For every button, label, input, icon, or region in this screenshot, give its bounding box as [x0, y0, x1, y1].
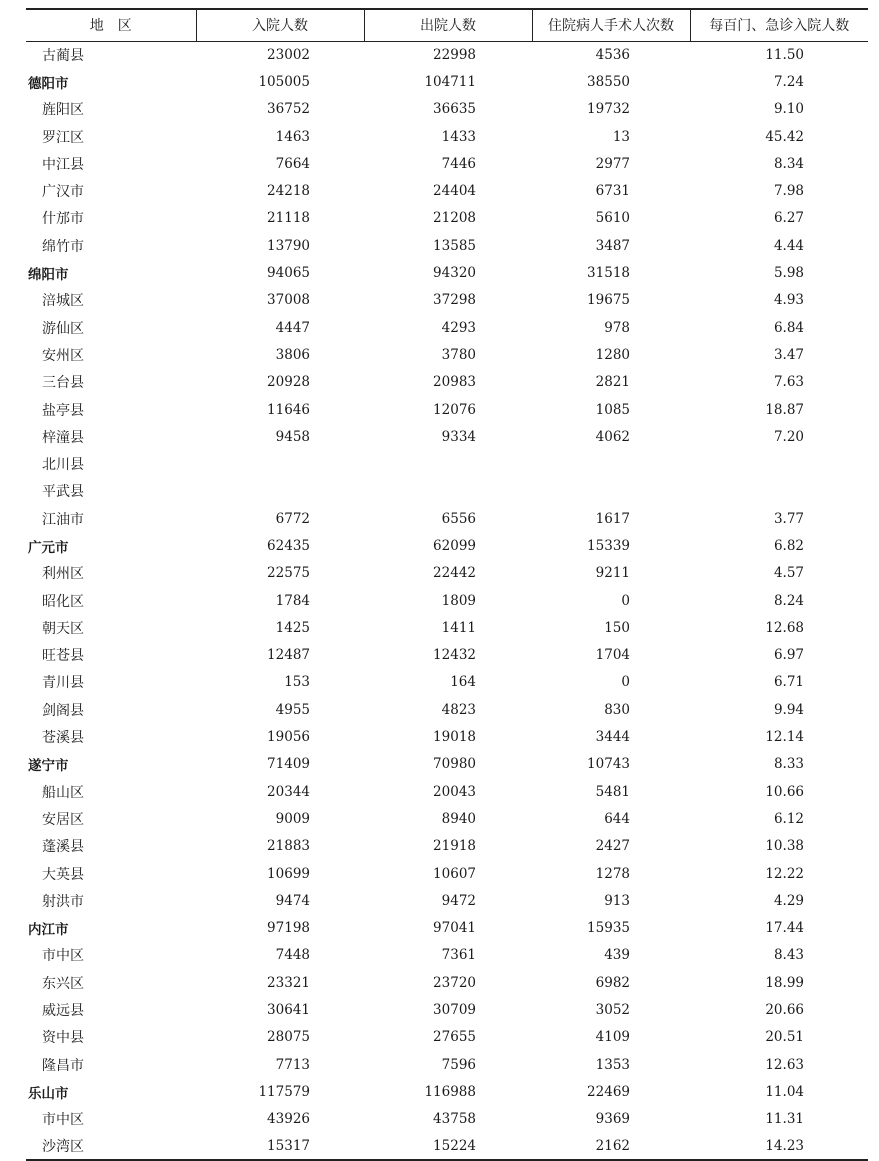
county-row — [26, 1024, 868, 1051]
surgeries-cell: 1278 — [595, 865, 630, 882]
county-row — [26, 996, 868, 1023]
admissions-cell: 12487 — [267, 647, 310, 664]
admissions-cell: 117579 — [258, 1083, 310, 1100]
discharges-cell: 19018 — [433, 729, 476, 746]
county-row — [26, 150, 868, 177]
admission-rate-cell: 5.98 — [773, 265, 804, 282]
admission-rate-cell: 9.94 — [773, 701, 804, 718]
admission-rate-cell: 11.50 — [765, 46, 804, 63]
admissions-cell: 7713 — [275, 1056, 310, 1073]
surgeries-cell: 2821 — [595, 374, 630, 391]
city-row — [26, 259, 868, 286]
surgeries-cell: 0 — [621, 674, 630, 691]
discharges-cell: 1809 — [441, 592, 476, 609]
discharges-cell: 13585 — [433, 237, 476, 254]
county-row — [26, 860, 868, 887]
surgeries-cell: 19675 — [587, 292, 630, 309]
surgeries-cell: 1704 — [595, 647, 630, 664]
county-row — [26, 642, 868, 669]
surgeries-cell: 15935 — [587, 920, 630, 937]
county-row — [26, 587, 868, 614]
discharges-cell: 4823 — [441, 701, 476, 718]
admissions-cell: 21118 — [267, 210, 310, 227]
admissions-cell: 22575 — [267, 565, 310, 582]
city-row — [26, 68, 868, 95]
discharges-cell: 20983 — [433, 374, 476, 391]
admissions-cell: 9009 — [275, 810, 310, 827]
discharges-cell: 12432 — [433, 647, 476, 664]
surgeries-cell: 1085 — [595, 401, 630, 418]
admission-rate-cell: 17.44 — [765, 920, 804, 937]
discharges-cell: 12076 — [433, 401, 476, 418]
discharges-cell: 116988 — [424, 1083, 476, 1100]
admissions-cell: 4955 — [275, 701, 310, 718]
admissions-cell: 7448 — [275, 947, 310, 964]
region-cell: 隆昌市 — [42, 1057, 84, 1074]
admission-rate-cell: 45.42 — [765, 128, 804, 145]
admission-rate-cell: 10.38 — [765, 838, 804, 855]
region-cell: 沙湾区 — [26, 1133, 196, 1160]
region-cell: 资中县 — [42, 1030, 84, 1047]
admission-rate-cell — [690, 478, 868, 505]
region-cell: 大英县 — [42, 866, 84, 883]
surgeries-cell: 2427 — [595, 838, 630, 855]
region-cell: 绵竹市 — [42, 238, 84, 255]
discharges-cell: 10607 — [433, 865, 476, 882]
discharges-cell: 37298 — [433, 292, 476, 309]
discharges-cell: 4293 — [441, 319, 476, 336]
region-cell: 苍溪县 — [42, 730, 84, 747]
discharges-cell: 36635 — [433, 101, 476, 118]
admission-rate-cell: 6.12 — [773, 810, 804, 827]
hospital-statistics-table — [26, 8, 868, 1161]
county-row — [26, 614, 868, 641]
discharges-cell: 27655 — [433, 1029, 476, 1046]
region-cell: 内江市 — [28, 922, 69, 939]
admission-rate-cell: 3.47 — [773, 346, 804, 363]
admissions-cell: 36752 — [267, 101, 310, 118]
admissions-cell — [196, 450, 364, 477]
region-cell: 罗江区 — [42, 129, 84, 146]
surgeries-cell: 15339 — [587, 537, 630, 554]
county-row — [26, 232, 868, 259]
admissions-cell: 13790 — [267, 237, 310, 254]
county-row — [26, 423, 868, 450]
admission-rate-cell: 8.24 — [773, 592, 804, 609]
county-row — [26, 41, 868, 68]
region-cell: 游仙区 — [42, 320, 84, 337]
admission-rate-cell: 10.66 — [765, 783, 804, 800]
admission-rate-cell: 4.29 — [773, 892, 804, 909]
surgeries-cell: 644 — [604, 810, 630, 827]
surgeries-cell: 978 — [604, 319, 630, 336]
admission-rate-cell: 18.87 — [765, 401, 804, 418]
surgeries-cell: 6982 — [595, 974, 630, 991]
admissions-cell: 24218 — [267, 183, 310, 200]
surgeries-cell: 6731 — [595, 183, 630, 200]
county-row — [26, 669, 868, 696]
discharges-cell: 7446 — [441, 155, 476, 172]
admission-rate-cell: 6.82 — [773, 537, 804, 554]
surgeries-cell: 19732 — [587, 101, 630, 118]
surgeries-cell: 4536 — [595, 46, 630, 63]
county-row — [26, 1106, 868, 1133]
county-row — [26, 341, 868, 368]
surgeries-cell: 9211 — [595, 565, 630, 582]
discharges-cell: 62099 — [433, 537, 476, 554]
admissions-cell: 21883 — [267, 838, 310, 855]
region-cell: 威远县 — [42, 1003, 84, 1020]
surgeries-cell: 9369 — [595, 1111, 630, 1128]
county-row — [26, 560, 868, 587]
admission-rate-cell: 12.68 — [765, 619, 804, 636]
region-cell: 蓬溪县 — [42, 839, 84, 856]
admissions-cell: 11646 — [267, 401, 310, 418]
region-cell: 广元市 — [28, 539, 69, 556]
surgeries-cell: 439 — [604, 947, 630, 964]
county-row — [26, 396, 868, 423]
admissions-cell: 97198 — [267, 920, 310, 937]
county-row — [26, 450, 868, 477]
county-row — [26, 778, 868, 805]
discharges-cell: 1433 — [441, 128, 476, 145]
region-cell: 旌阳区 — [42, 102, 84, 119]
city-row — [26, 751, 868, 778]
admissions-cell: 94065 — [267, 265, 310, 282]
surgeries-cell: 2162 — [532, 1133, 690, 1160]
discharges-cell: 3780 — [441, 346, 476, 363]
region-cell: 剑阁县 — [42, 702, 84, 719]
admissions-cell: 3806 — [275, 346, 310, 363]
surgeries-cell: 5610 — [595, 210, 630, 227]
surgeries-cell: 913 — [604, 892, 630, 909]
county-row — [26, 505, 868, 532]
surgeries-cell: 10743 — [587, 756, 630, 773]
county-row — [26, 833, 868, 860]
region-cell: 安州区 — [42, 347, 84, 364]
region-cell: 盐亭县 — [42, 402, 84, 419]
admission-rate-cell: 4.44 — [773, 237, 804, 254]
region-cell: 广汉市 — [42, 184, 84, 201]
admission-rate-cell: 4.93 — [773, 292, 804, 309]
county-row — [26, 969, 868, 996]
admissions-cell: 7664 — [275, 155, 310, 172]
county-row — [26, 723, 868, 750]
admissions-cell: 9458 — [275, 428, 310, 445]
discharges-cell: 15224 — [364, 1133, 532, 1160]
table-body — [26, 41, 868, 1160]
admission-rate-cell: 7.63 — [773, 374, 804, 391]
discharges-cell — [364, 450, 532, 477]
admission-rate-cell: 3.77 — [773, 510, 804, 527]
admissions-cell: 20928 — [267, 374, 310, 391]
region-cell: 什邡市 — [42, 211, 84, 228]
surgeries-cell: 3487 — [595, 237, 630, 254]
region-cell: 平武县 — [42, 484, 84, 501]
discharges-cell — [364, 478, 532, 505]
region-cell: 涪城区 — [42, 293, 84, 310]
admission-rate-cell: 20.66 — [765, 1002, 804, 1019]
admissions-cell: 1425 — [275, 619, 310, 636]
discharges-cell: 94320 — [433, 265, 476, 282]
discharges-cell: 97041 — [433, 920, 476, 937]
county-row — [26, 205, 868, 232]
admission-rate-cell: 8.43 — [773, 947, 804, 964]
county-row — [26, 287, 868, 314]
admissions-cell: 20344 — [267, 783, 310, 800]
header-admission-rate: 每百门、急诊入院人数 — [690, 9, 868, 41]
admission-rate-cell: 11.31 — [765, 1111, 804, 1128]
admissions-cell: 23321 — [267, 974, 310, 991]
surgeries-cell — [532, 450, 690, 477]
discharges-cell: 9472 — [441, 892, 476, 909]
admissions-cell: 19056 — [267, 729, 310, 746]
region-cell: 北川县 — [42, 457, 84, 474]
region-cell: 三台县 — [42, 375, 84, 392]
discharges-cell: 43758 — [433, 1111, 476, 1128]
discharges-cell: 30709 — [433, 1002, 476, 1019]
region-cell: 市中区 — [42, 948, 84, 965]
county-row — [26, 942, 868, 969]
discharges-cell: 21918 — [433, 838, 476, 855]
admission-rate-cell: 7.20 — [773, 428, 804, 445]
admissions-cell: 30641 — [267, 1002, 310, 1019]
admission-rate-cell: 7.98 — [773, 183, 804, 200]
discharges-cell: 164 — [450, 674, 476, 691]
region-cell: 绵阳市 — [28, 267, 69, 284]
county-row — [26, 369, 868, 396]
region-cell: 古蔺县 — [42, 47, 84, 64]
admission-rate-cell: 18.99 — [765, 974, 804, 991]
region-cell: 旺苍县 — [42, 648, 84, 665]
surgeries-cell: 4109 — [595, 1029, 630, 1046]
county-row — [26, 1051, 868, 1078]
admissions-cell: 23002 — [267, 46, 310, 63]
admission-rate-cell: 6.97 — [773, 647, 804, 664]
discharges-cell: 23720 — [433, 974, 476, 991]
region-cell: 江油市 — [42, 511, 84, 528]
admissions-cell: 37008 — [267, 292, 310, 309]
county-row — [26, 314, 868, 341]
county-row — [26, 887, 868, 914]
region-cell: 东兴区 — [42, 975, 84, 992]
discharges-cell: 22998 — [433, 46, 476, 63]
admissions-cell: 62435 — [267, 537, 310, 554]
county-row — [26, 696, 868, 723]
header-surgeries: 住院病人手术人次数 — [532, 9, 690, 41]
discharges-cell: 1411 — [441, 619, 476, 636]
discharges-cell: 7361 — [441, 947, 476, 964]
discharges-cell: 104711 — [424, 73, 476, 90]
admissions-cell: 9474 — [275, 892, 310, 909]
surgeries-cell: 31518 — [587, 265, 630, 282]
admission-rate-cell: 6.71 — [773, 674, 804, 691]
admissions-cell: 6772 — [275, 510, 310, 527]
region-cell: 船山区 — [42, 784, 84, 801]
admission-rate-cell: 9.10 — [773, 101, 804, 118]
surgeries-cell: 4062 — [595, 428, 630, 445]
header-region: 地区 — [26, 9, 196, 41]
admission-rate-cell: 8.34 — [773, 155, 804, 172]
county-row — [26, 96, 868, 123]
surgeries-cell: 1353 — [595, 1056, 630, 1073]
discharges-cell: 6556 — [441, 510, 476, 527]
surgeries-cell: 1617 — [595, 510, 630, 527]
surgeries-cell: 2977 — [595, 155, 630, 172]
admissions-cell: 43926 — [267, 1111, 310, 1128]
admission-rate-cell: 6.84 — [773, 319, 804, 336]
admission-rate-cell: 7.24 — [773, 73, 804, 90]
admissions-cell: 15317 — [196, 1133, 364, 1160]
surgeries-cell: 5481 — [595, 783, 630, 800]
admissions-cell: 105005 — [258, 73, 310, 90]
admissions-cell: 1463 — [275, 128, 310, 145]
region-cell: 市中区 — [42, 1112, 84, 1129]
surgeries-cell: 3052 — [595, 1002, 630, 1019]
header-row — [26, 9, 868, 41]
region-cell: 乐山市 — [28, 1085, 69, 1102]
admissions-cell: 153 — [284, 674, 310, 691]
region-cell: 中江县 — [42, 156, 84, 173]
county-row — [26, 177, 868, 204]
county-row — [26, 478, 868, 505]
admission-rate-cell: 6.27 — [773, 210, 804, 227]
surgeries-cell: 22469 — [587, 1083, 630, 1100]
discharges-cell: 24404 — [433, 183, 476, 200]
surgeries-cell — [532, 478, 690, 505]
city-row — [26, 532, 868, 559]
admission-rate-cell: 12.14 — [765, 729, 804, 746]
surgeries-cell: 830 — [604, 701, 630, 718]
header-discharges: 出院人数 — [364, 9, 532, 41]
admission-rate-cell: 4.57 — [773, 565, 804, 582]
header-admissions: 入院人数 — [196, 9, 364, 41]
region-cell: 青川县 — [42, 675, 84, 692]
region-cell: 梓潼县 — [42, 429, 84, 446]
admissions-cell: 28075 — [267, 1029, 310, 1046]
admissions-cell: 71409 — [267, 756, 310, 773]
admission-rate-cell: 12.63 — [765, 1056, 804, 1073]
admission-rate-cell: 14.23 — [690, 1133, 868, 1160]
region-cell: 遂宁市 — [28, 758, 69, 775]
county-row — [26, 1133, 868, 1160]
admission-rate-cell — [690, 450, 868, 477]
admission-rate-cell: 20.51 — [765, 1029, 804, 1046]
surgeries-cell: 150 — [604, 619, 630, 636]
surgeries-cell: 0 — [621, 592, 630, 609]
region-cell: 朝天区 — [42, 620, 84, 637]
admissions-cell — [196, 478, 364, 505]
admission-rate-cell: 12.22 — [765, 865, 804, 882]
discharges-cell: 22442 — [433, 565, 476, 582]
county-row — [26, 123, 868, 150]
admissions-cell: 4447 — [275, 319, 310, 336]
surgeries-cell: 1280 — [595, 346, 630, 363]
region-cell: 昭化区 — [42, 593, 84, 610]
admission-rate-cell: 11.04 — [765, 1083, 804, 1100]
discharges-cell: 20043 — [433, 783, 476, 800]
discharges-cell: 21208 — [433, 210, 476, 227]
admissions-cell: 10699 — [267, 865, 310, 882]
discharges-cell: 70980 — [433, 756, 476, 773]
region-cell: 射洪市 — [42, 893, 84, 910]
discharges-cell: 7596 — [441, 1056, 476, 1073]
region-cell: 利州区 — [42, 566, 84, 583]
county-row — [26, 805, 868, 832]
region-cell: 安居区 — [42, 811, 84, 828]
surgeries-cell: 3444 — [595, 729, 630, 746]
discharges-cell: 9334 — [441, 428, 476, 445]
discharges-cell: 8940 — [441, 810, 476, 827]
admission-rate-cell: 8.33 — [773, 756, 804, 773]
city-row — [26, 1078, 868, 1105]
region-cell: 德阳市 — [28, 75, 69, 92]
city-row — [26, 915, 868, 942]
surgeries-cell: 38550 — [587, 73, 630, 90]
surgeries-cell: 13 — [612, 128, 630, 145]
admissions-cell: 1784 — [275, 592, 310, 609]
table-header — [26, 9, 868, 41]
